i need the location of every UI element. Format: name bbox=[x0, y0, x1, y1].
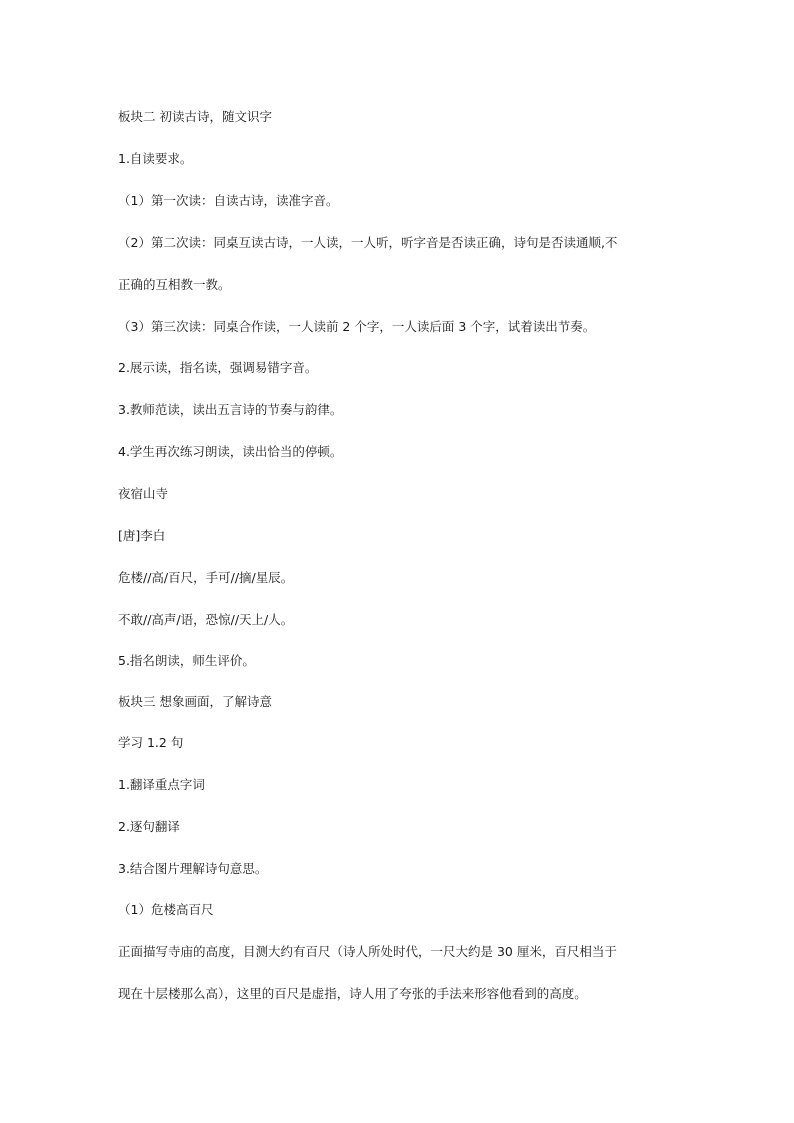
paragraph: 1.自读要求。 bbox=[118, 151, 193, 166]
poem-line: 危楼//高/百尺，手可//摘/星辰。 bbox=[118, 570, 294, 585]
poem-title: 夜宿山寺 bbox=[118, 486, 169, 501]
paragraph: （1）第一次读：自读古诗，读准字音。 bbox=[118, 193, 339, 208]
paragraph: 正面描写寺庙的高度，目测大约有百尺（诗人所处时代，一尺大约是 30 厘米，百尺相当于 bbox=[118, 944, 617, 959]
paragraph: （1）危楼高百尺 bbox=[118, 902, 214, 917]
paragraph: 3.结合图片理解诗句意思。 bbox=[118, 861, 268, 876]
paragraph: 现在十层楼那么高），这里的百尺是虚指，诗人用了夸张的手法来形容他看到的高度。 bbox=[118, 986, 587, 1001]
paragraph: 1.翻译重点字词 bbox=[118, 777, 205, 792]
paragraph: （3）第三次读：同桌合作读，一人读前 2 个字，一人读后面 3 个字，试着读出节奏。 bbox=[118, 319, 596, 334]
poem-author: [唐]李白 bbox=[118, 528, 166, 543]
paragraph: 学习 1.2 句 bbox=[118, 735, 184, 750]
paragraph: 2.展示读，指名读，强调易错字音。 bbox=[118, 360, 318, 375]
section-heading-2: 板块二 初读古诗，随文识字 bbox=[118, 109, 272, 124]
poem-line: 不敢//高声/语，恐惊//天上/人。 bbox=[118, 612, 294, 627]
paragraph: （2）第二次读：同桌互读古诗，一人读，一人听，听字音是否读正确，诗句是否读通顺,不 bbox=[118, 235, 618, 250]
paragraph: 5.指名朗读，师生评价。 bbox=[118, 653, 255, 668]
paragraph: 4.学生再次练习朗读，读出恰当的停顿。 bbox=[118, 444, 343, 459]
paragraph: 2.逐句翻译 bbox=[118, 819, 180, 834]
paragraph: 3.教师范读，读出五言诗的节奏与韵律。 bbox=[118, 402, 343, 417]
paragraph: 正确的互相教一教。 bbox=[118, 277, 231, 292]
section-heading-3: 板块三 想象画面，了解诗意 bbox=[118, 694, 272, 709]
